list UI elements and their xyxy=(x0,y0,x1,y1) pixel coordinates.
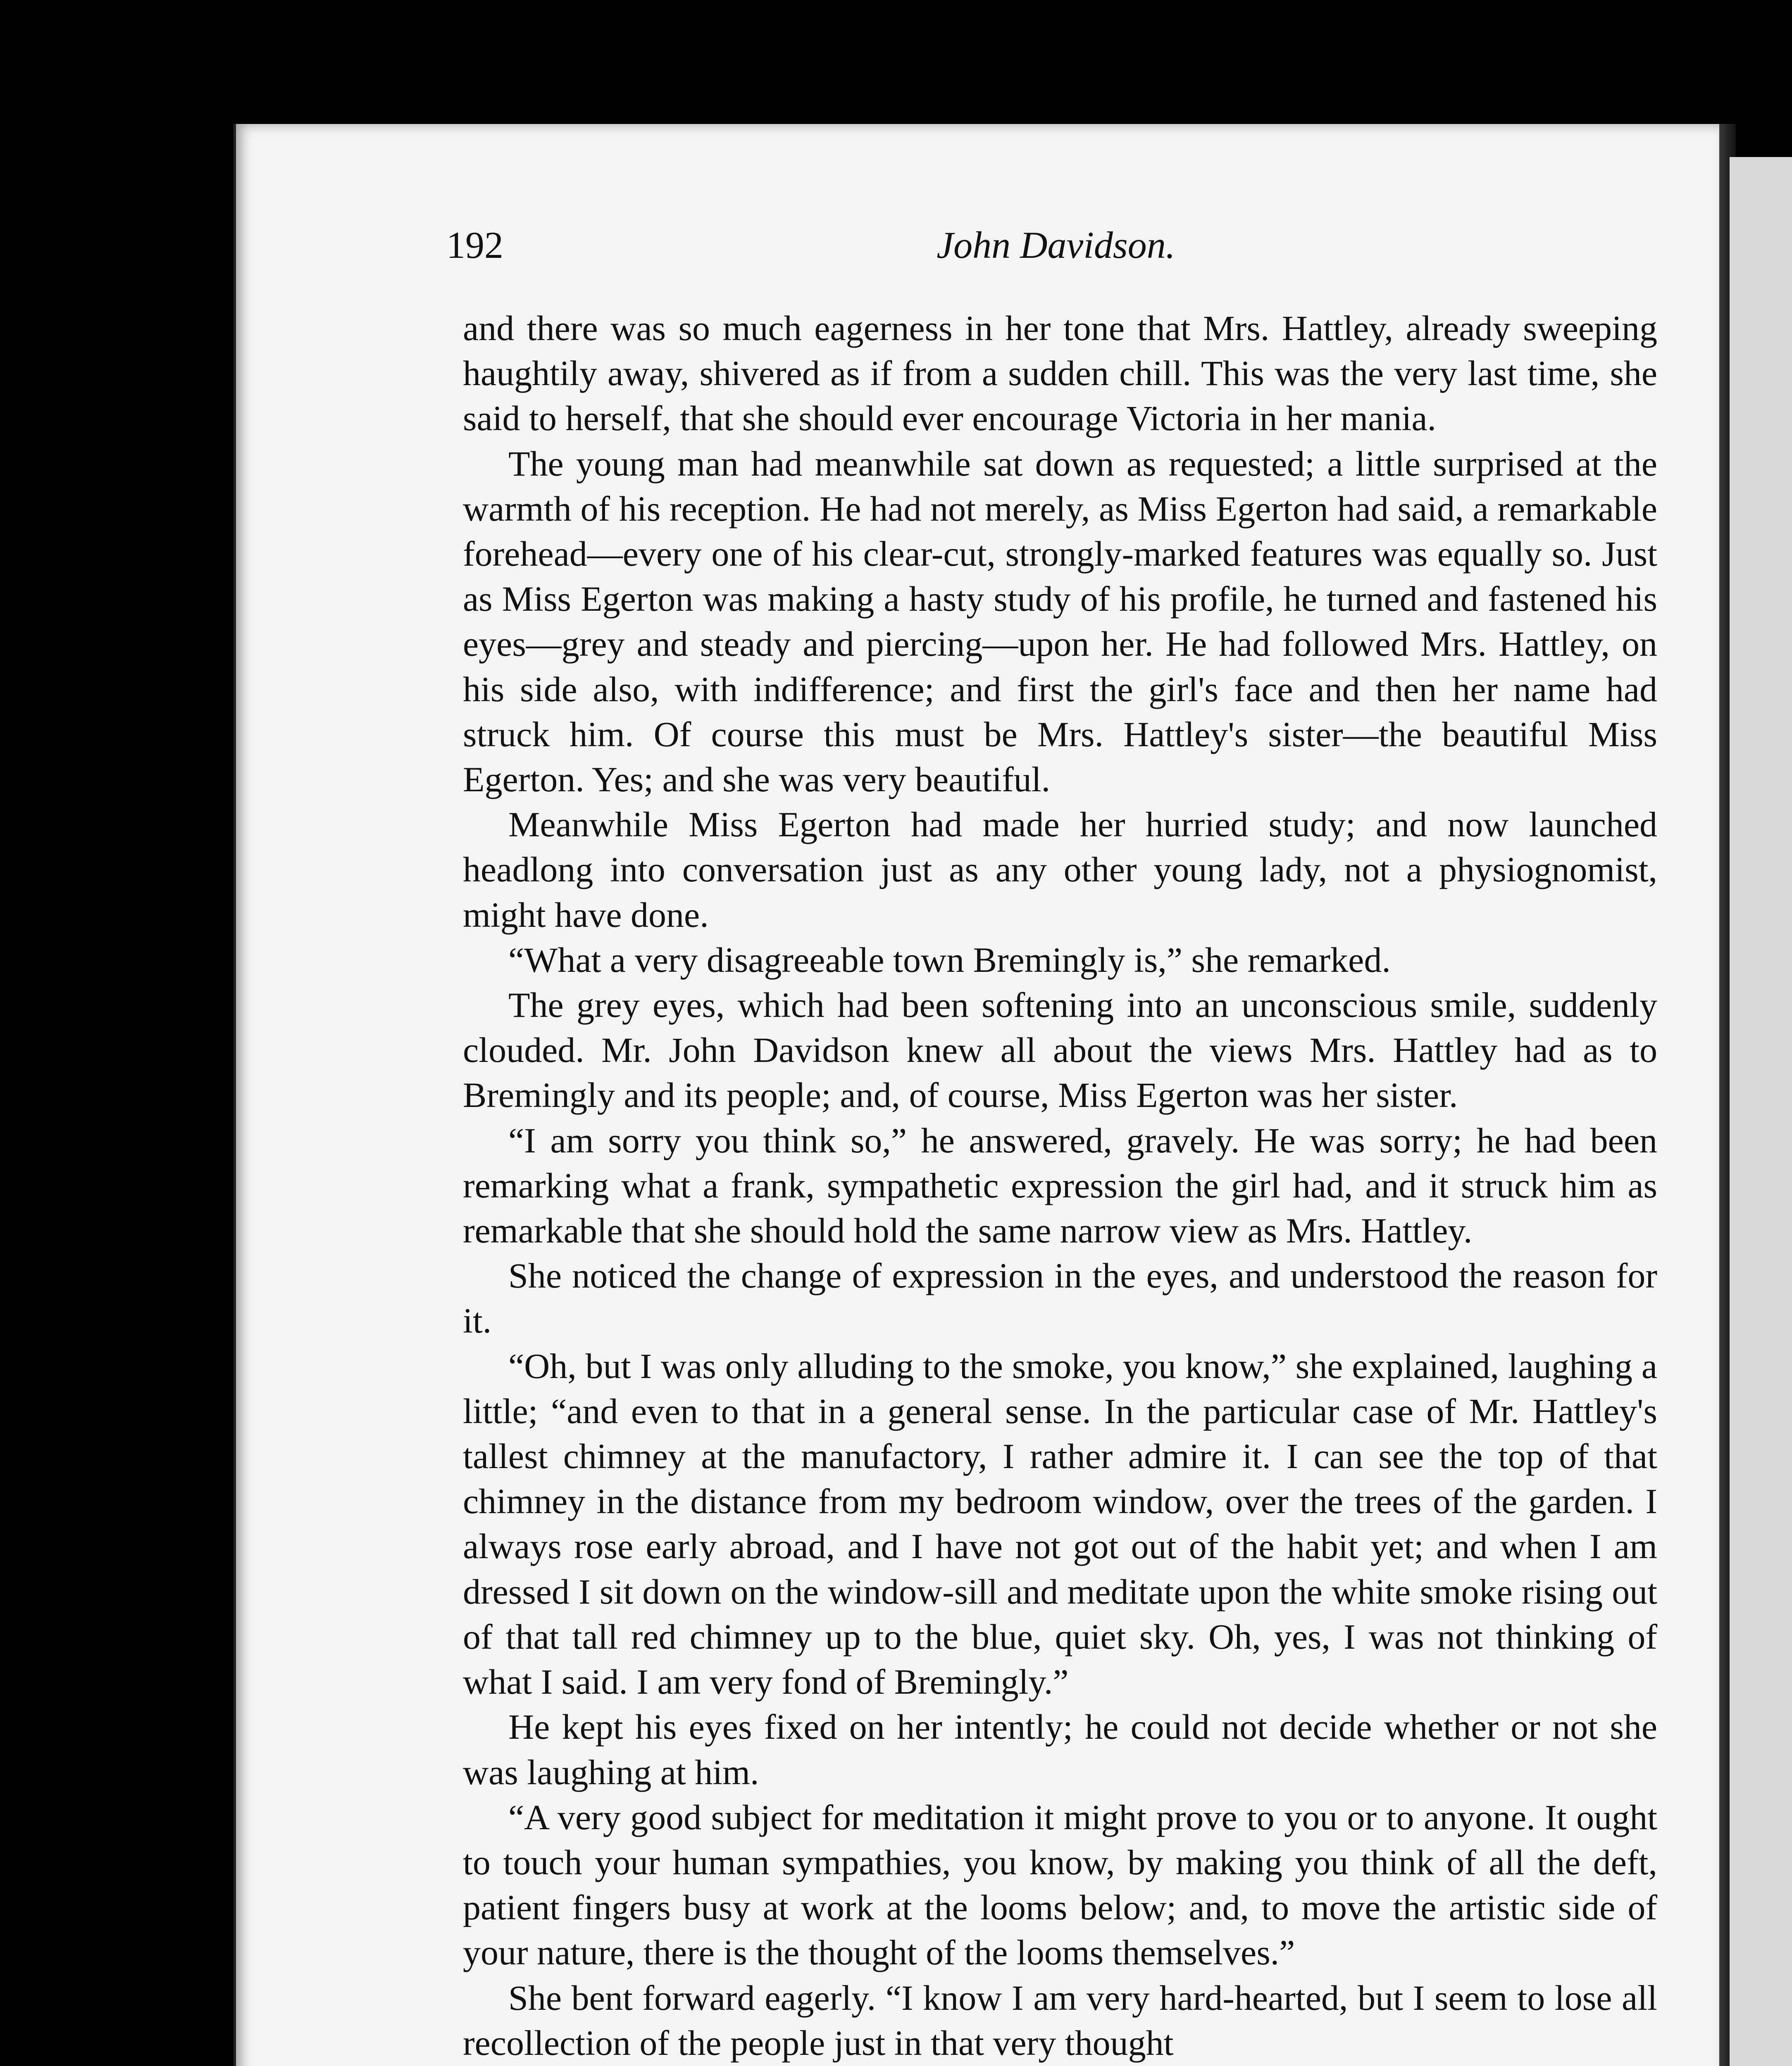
body-text xyxy=(463,306,1657,2066)
paragraph: “A very good subject for meditation it might prove to you or to anyone. It ought to touch your human sympathies, you know, by making you think of all the deft, patient fingers busy at work at the looms below; and, to move the artistic side of your nature, there is the thought of the looms themselves.” xyxy=(463,1797,1657,1973)
paragraph: The young man had meanwhile sat down as requested; a little surprised at the warmth of his reception. He had not merely, as Miss Egerton had said, a remarkable forehead—every one of his clear-cut, strongly-marked features was equally so. Just as Miss Egerton was making a hasty study of his profile, he turned and fastened his eyes—grey and steady and piercing—upon her. He had followed Mrs. Hattley, on his side also, with indifference; and first the girl's face and then her name had struck him. Of course this must be Mrs. Hattley's sister—the beautiful Miss Egerton. Yes; and she was very beautiful. xyxy=(463,443,1657,800)
page-left-edge xyxy=(234,124,236,2066)
facing-page-edge xyxy=(1730,157,1792,2066)
paragraph: “What a very disagreeable town Bremingly is,” she remarked. xyxy=(508,940,1391,980)
page-number: 192 xyxy=(446,224,503,266)
page-header xyxy=(446,223,1666,281)
paragraph: Meanwhile Miss Egerton had made her hurried study; and now launched headlong into conversation just as any other young lady, not a physiognomist, might have done. xyxy=(463,805,1657,935)
paragraph: She bent forward eagerly. “I know I am very hard-hearted, but I seem to lose all recollection of the people just in that very thought xyxy=(463,1978,1657,2063)
paragraph: “I am sorry you think so,” he answered, gravely. He was sorry; he had been remarking what a frank, sympathetic expression the girl had, and it struck him as remarkable that she should hold the same narrow view as Mrs. Hattley. xyxy=(463,1120,1657,1251)
paragraph: The grey eyes, which had been softening into an unconscious smile, suddenly clouded. Mr. John Davidson knew all about the views Mrs. Hattley had as to Bremingly and its people; and, of course, Miss Egerton was her sister. xyxy=(463,985,1657,1115)
running-title: John Davidson. xyxy=(937,224,1175,266)
paragraph: “Oh, but I was only alluding to the smoke, you know,” she explained, laughing a little; “and even to that in a general sense. In the particular case of Mr. Hattley's tallest chimney at the manufactory, I rather admire it. I can see the top of that chimney in the distance from my bedroom window, over the trees of the garden. I always rose early abroad, and I have not got out of the habit yet; and when I am dressed I sit down on the window-sill and meditate upon the white smoke rising out of that tall red chimney up to the blue, quiet sky. Oh, yes, I was not thinking of what I said. I am very fond of Bremingly.” xyxy=(463,1346,1657,1702)
paragraph: He kept his eyes fixed on her intently; he could not decide whether or not she was laughing at him. xyxy=(463,1707,1657,1792)
paragraph: and there was so much eagerness in her tone that Mrs. Hattley, already sweeping haughtily away, shivered as if from a sudden chill. This was the very last time, she said to herself, that she should ever encourage Victoria in her mania. xyxy=(463,308,1657,438)
paragraph: She noticed the change of expression in the eyes, and understood the reason for it. xyxy=(463,1256,1657,1341)
